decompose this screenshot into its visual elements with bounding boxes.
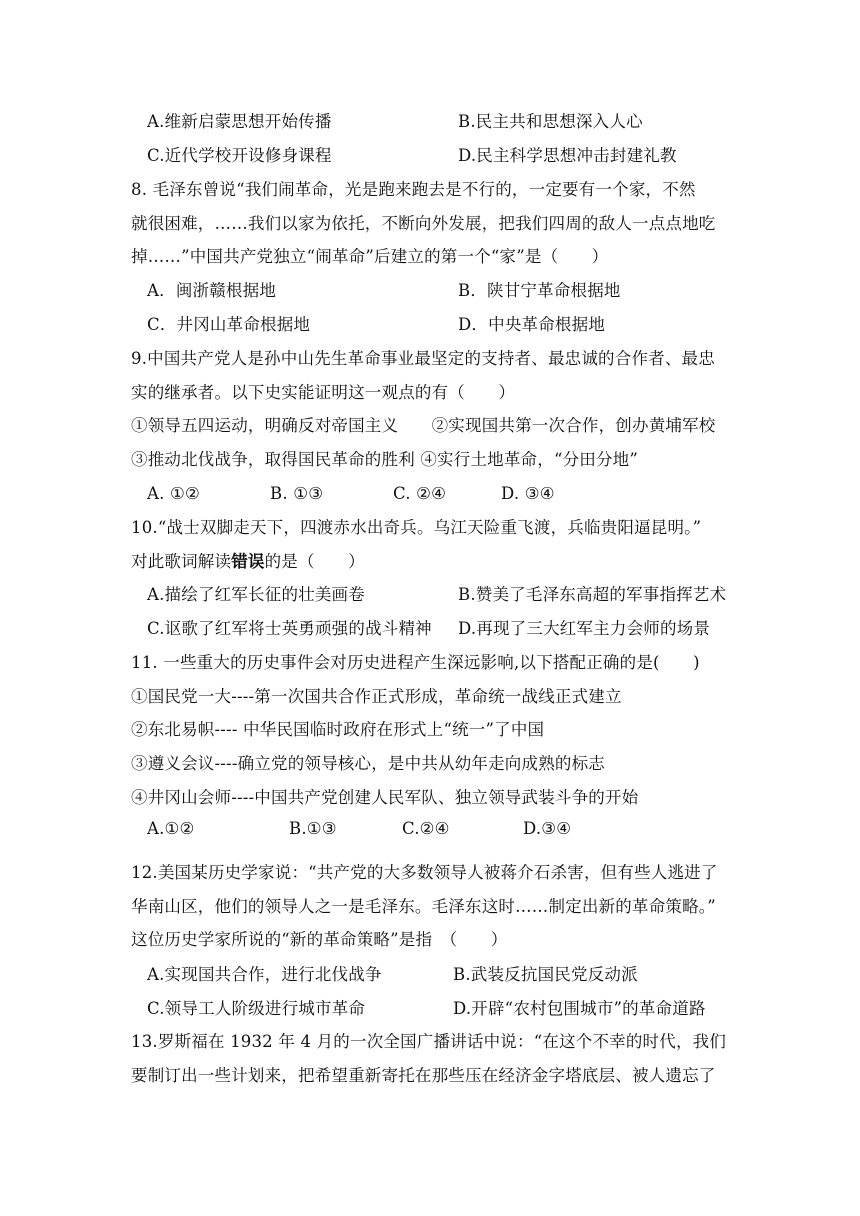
q11-statement-2: ②东北易帜---- 中华民国临时政府在形式上“统一”了中国 <box>131 720 545 739</box>
q12-option-c: C.领导工人阶级进行城市革命 <box>147 999 366 1018</box>
q9-statements-line1: ①领导五四运动，明确反对帝国主义 ②实现国共第一次合作，创办黄埔军校 <box>131 416 716 435</box>
q11-statement-3: ③遵义会议----确立党的领导核心，是中共从幼年走向成熟的标志 <box>131 754 606 773</box>
q9-statements-line2: ③推动北伐战争，取得国民革命的胜利 ④实行土地革命，“分田分地” <box>131 450 639 469</box>
q12-stem-line3: 这位历史学家所说的“新的革命策略”是指 （ ） <box>131 930 508 949</box>
q11-statement-1: ①国民党一大----第一次国共合作正式形成，革命统一战线正式建立 <box>131 687 622 706</box>
q8-option-b: B．陕甘宁革命根据地 <box>458 281 621 300</box>
q13-stem-line2: 要制订出一些计划来，把希望重新寄托在那些压在经济金字塔底层、被人遗忘了 <box>131 1066 716 1085</box>
q9-option-c: C. ②④ <box>393 484 447 503</box>
q10-stem-line1: 10.“战士双脚走天下，四渡赤水出奇兵。乌江天险重飞渡，兵临贵阳逼昆明。” <box>131 518 702 537</box>
q7-option-a: A.维新启蒙思想开始传播 <box>147 112 332 131</box>
q10-option-b: B.赞美了毛泽东高超的军事指挥艺术 <box>458 585 727 604</box>
q10-emphasis-wrong: 错误 <box>231 552 265 571</box>
q9-option-b: B. ①③ <box>270 484 324 503</box>
q11-option-d: D.③④ <box>523 819 572 838</box>
q11-statement-4: ④井冈山会师----中国共产党创建人民军队、独立领导武装斗争的开始 <box>131 788 639 807</box>
q10-stem-line2 <box>131 552 365 572</box>
q10-option-d: D.再现了三大红军主力会师的场景 <box>458 619 711 638</box>
q12-option-a: A.实现国共合作，进行北伐战争 <box>147 965 382 984</box>
q11-option-b: B.①③ <box>289 819 337 838</box>
q9-stem-line2: 实的继承者。以下史实能证明这一观点的有（ ） <box>131 383 516 402</box>
q13-stem-line1: 13.罗斯福在 1932 年 4 月的一次全国广播讲话中说：“在这个不幸的时代，我们 <box>131 1032 727 1051</box>
q8-option-a: A．闽浙赣根据地 <box>147 281 277 300</box>
q9-option-d: D. ③④ <box>501 484 555 503</box>
q12-stem-line2: 华南山区，他们的领导人之一是毛泽东。毛泽东这时……制定出新的革命策略。” <box>131 897 716 916</box>
q8-stem-line2: 就很困难，……我们以家为依托，不断向外发展，把我们四周的敌人一点点地吃 <box>131 214 716 233</box>
q12-option-d: D.开辟“农村包围城市”的革命道路 <box>453 999 706 1018</box>
q10-stem-suffix: 的是（ ） <box>264 552 365 571</box>
q11-option-a: A.①② <box>147 819 195 838</box>
q12-stem-line1: 12.美国某历史学家说：“共产党的大多数领导人被蒋介石杀害，但有些人逃进了 <box>131 863 718 882</box>
q7-option-c: C.近代学校开设修身课程 <box>147 146 332 165</box>
q10-option-c: C.讴歌了红军将士英勇顽强的战斗精神 <box>147 619 432 638</box>
q8-stem-line1: 8. 毛泽东曾说“我们闹革命，光是跑来跑去是不行的，一定要有一个家，不然 <box>131 180 696 199</box>
q9-option-a: A. ①② <box>147 484 200 503</box>
q10-option-a: A.描绘了红军长征的壮美画卷 <box>147 585 365 604</box>
q8-stem-line3: 掉……”中国共产党独立“闹革命”后建立的第一个“家”是（ ） <box>131 247 609 266</box>
q7-option-d: D.民主科学思想冲击封建礼教 <box>458 146 677 165</box>
q12-option-b: B.武装反抗国民党反动派 <box>453 965 638 984</box>
q8-option-d: D．中央革命根据地 <box>458 315 606 334</box>
q7-option-b: B.民主共和思想深入人心 <box>458 112 643 131</box>
q9-stem-line1: 9.中国共产党人是孙中山先生革命事业最坚定的支持者、最忠诚的合作者、最忠 <box>131 349 715 368</box>
q10-stem-prefix: 对此歌词解读 <box>131 552 232 571</box>
q11-option-c: C.②④ <box>402 819 450 838</box>
q11-stem-line1: 11. 一些重大的历史事件会对历史进程产生深远影响,以下搭配正确的是( ) <box>131 653 700 672</box>
q8-option-c: C．井冈山革命根据地 <box>147 315 311 334</box>
